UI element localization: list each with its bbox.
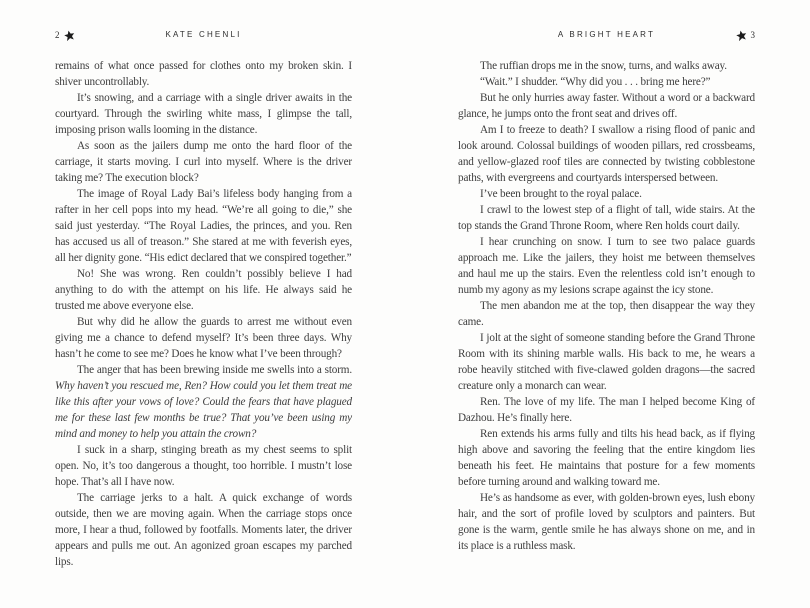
- right-page-number-cluster: [736, 28, 756, 42]
- paragraph: I suck in a sharp, stinging breath as my chest seems to split open. No, it’s too dangerous a thought, too horrible. I mustn’t lose hope. That’s all I have now.: [55, 444, 352, 488]
- paragraph: remains of what once passed for clothes onto my broken skin. I shiver uncontrollably.: [55, 60, 352, 88]
- right-page-text: [458, 58, 755, 554]
- paragraph: The anger that has been brewing inside me swells into a storm. Why haven’t you rescued me, Ren? How could you let them treat me like this after your vows of love? Could the fears that have plagued me for these last few months be true? That you’ve been using my mind and money to help you attain the crown?: [55, 364, 352, 440]
- paragraph: The image of Royal Lady Bai’s lifeless body hanging from a rafter in her cell pops into my head. “We’re all going to die,” she said just yesterday. “The Royal Ladies, the princes, and you. Ren has accused us all of treason.” She stared at me with feverish eyes, all her dignity gone. “His edict declared that we conspired together.”: [55, 188, 352, 264]
- paragraph: But why did he allow the guards to arrest me without even giving me a chance to defend myself? It’s been three days. Why hasn’t he come to see me? Does he know what I’ve been through?: [55, 316, 352, 360]
- paragraph: I jolt at the sight of someone standing before the Grand Throne Room with its shining marble walls. His back to me, he wears a robe heavily stitched with five-clawed golden dragons—the sacred creature only a monarch can wear.: [458, 332, 755, 392]
- paragraph: The men abandon me at the top, then disappear the way they came.: [458, 300, 755, 328]
- right-page-header: [458, 28, 755, 42]
- paragraph: I’ve been brought to the royal palace.: [480, 188, 642, 200]
- running-header: KATE CHENLI: [165, 30, 242, 39]
- paragraph: “Wait.” I shudder. “Why did you . . . bring me here?”: [480, 76, 711, 88]
- paragraph: I hear crunching on snow. I turn to see two palace guards approach me. Like the jailers, they hoist me between themselves and haul me up the stairs. Even the relentless cold isn’t enough to numb my agony as my lesions scrape against the icy stone.: [458, 236, 755, 296]
- left-page-header: [55, 28, 352, 42]
- paragraph: I crawl to the lowest step of a flight of tall, wide stairs. At the top stands the Grand Throne Room, where Ren holds court daily.: [458, 204, 755, 232]
- right-page: [405, 0, 810, 608]
- paragraph: But he only hurries away faster. Without a word or a backward glance, he jumps onto the front seat and drives off.: [458, 92, 755, 120]
- star-icon: [736, 30, 747, 41]
- paragraph: The ruffian drops me in the snow, turns, and walks away.: [480, 60, 727, 72]
- paragraph: Ren extends his arms fully and tilts his head back, as if flying high above and savoring the feeling that the entire kingdom lies beneath his feet. He maintains that posture for a few moments before turning around and walking toward me.: [458, 428, 755, 488]
- paragraph: As soon as the jailers dump me onto the hard floor of the carriage, it starts moving. I curl into myself. Where is the driver taking me? The execution block?: [55, 140, 352, 184]
- paragraph: Ren. The love of my life. The man I helped become King of Dazhou. He’s finally here.: [458, 396, 755, 424]
- paragraph: The carriage jerks to a halt. A quick exchange of words outside, then we are moving again. When the carriage stops once more, I hear a thud, followed by footfalls. Moments later, the driver appears and pulls me out. An agonized groan escapes my parched lips.: [55, 492, 352, 568]
- page-number: 2: [55, 30, 60, 40]
- paragraph: It’s snowing, and a carriage with a single driver awaits in the courtyard. Through the swirling white mass, I glimpse the tall, imposing prison walls looming in the distance.: [55, 92, 352, 136]
- left-page-number-cluster: [55, 28, 75, 42]
- star-icon: [64, 30, 75, 41]
- paragraph: No! She was wrong. Ren couldn’t possibly believe I had anything to do with the attempt on his life. He always said he trusted me above everyone else.: [55, 268, 352, 312]
- paragraph: Am I to freeze to death? I swallow a rising flood of panic and look around. Colossal buildings of wooden pillars, red crossbeams, and yellow-glazed roof tiles are connected by twisting cobblestone paths, with evergreens and courtyards interspersed between.: [458, 124, 755, 184]
- page-number: 3: [750, 30, 755, 40]
- left-page-text: [55, 58, 352, 570]
- running-header: A BRIGHT HEART: [557, 30, 656, 39]
- paragraph: He’s as handsome as ever, with golden-brown eyes, lush ebony hair, and the sort of profile loved by sculptors and painters. But gone is the warm, gentle smile he has always shone on me, and in its place is a ruthless mask.: [458, 492, 755, 552]
